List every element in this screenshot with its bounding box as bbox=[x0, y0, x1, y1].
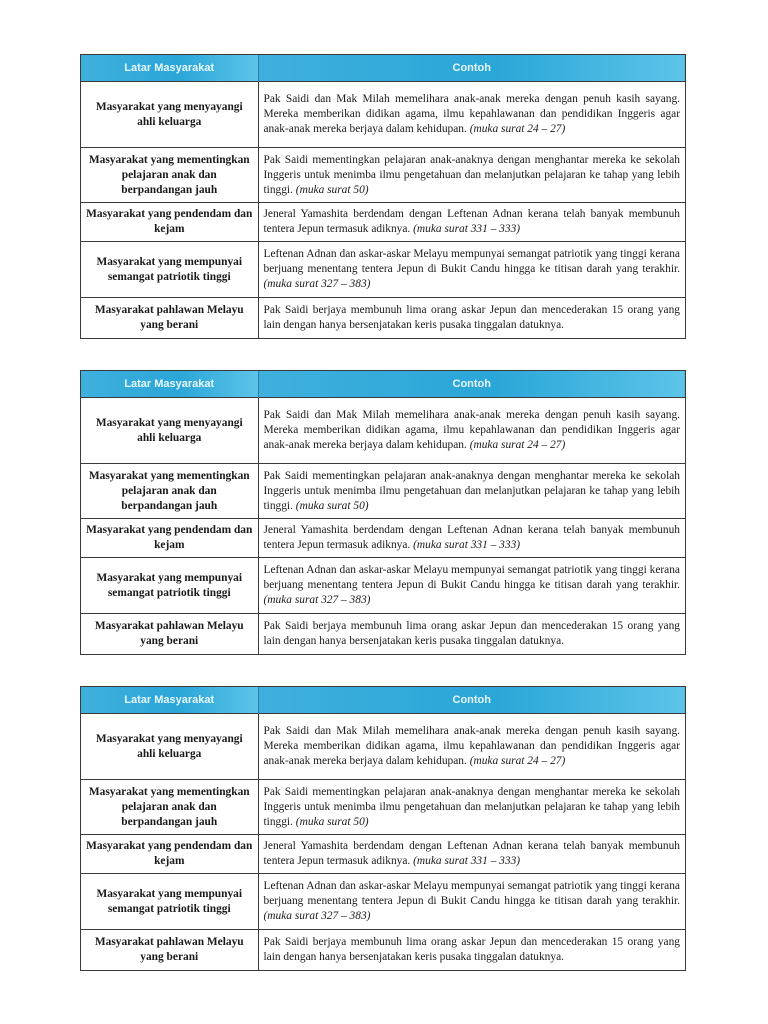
table-row bbox=[81, 203, 685, 242]
example-text: Leftenan Adnan dan askar-askar Melayu mempunyai semangat patriotik yang tinggi kerana berjuang menentang tentera Jepun di Bukit Candu hingga ke titisan darah yang terakhir. bbox=[263, 564, 680, 591]
row-example bbox=[258, 614, 685, 654]
row-example bbox=[258, 148, 685, 203]
page-reference: (muka surat 24 – 27) bbox=[469, 439, 566, 451]
page-reference: (muka surat 50) bbox=[295, 815, 369, 828]
header-latar-masyarakat: Latar Masyarakat bbox=[81, 371, 258, 398]
page-reference: (muka surat 327 – 383) bbox=[263, 594, 371, 606]
header-latar-masyarakat: Latar Masyarakat bbox=[81, 687, 258, 714]
table-3 bbox=[80, 686, 686, 971]
example-text: Pak Saidi mementingkan pelajaran anak-anaknya dengan menghantar mereka ke sekolah Inggeris untuk menimba ilmu pengetahuan dan melanjutkan pelajaran ke tahap yang lebih tinggi. bbox=[263, 785, 680, 828]
example-text: Leftenan Adnan dan askar-askar Melayu mempunyai semangat patriotik yang tinggi kerana berjuang menentang tentera Jepun di Bukit Candu hingga ke titisan darah yang terakhir. bbox=[263, 248, 680, 275]
example-text: Pak Saidi mementingkan pelajaran anak-anaknya dengan menghantar mereka ke sekolah Inggeris untuk menimba ilmu pengetahuan dan melanjutkan pelajaran ke tahap yang lebih tinggi. bbox=[263, 469, 680, 512]
table-row bbox=[81, 519, 685, 558]
table-row bbox=[81, 242, 685, 298]
row-category: Masyarakat pahlawan Melayu yang berani bbox=[81, 930, 258, 970]
table-row bbox=[81, 398, 685, 464]
table-row bbox=[81, 558, 685, 614]
example-text: Pak Saidi dan Mak Milah memelihara anak-anak mereka dengan penuh kasih sayang. Mereka memberikan didikan agama, ilmu kepahlawanan dan pendidikan Inggeris agar anak-anak mereka berjaya dalam kehidupan. bbox=[263, 93, 680, 135]
header-contoh: Contoh bbox=[258, 371, 685, 398]
page-reference: (muka surat 24 – 27) bbox=[469, 755, 566, 767]
table-row bbox=[81, 148, 685, 203]
row-example bbox=[258, 780, 685, 835]
row-example bbox=[258, 298, 685, 338]
row-category: Masyarakat yang mempunyai semangat patriotik tinggi bbox=[81, 558, 258, 614]
example-text: Pak Saidi berjaya membunuh lima orang askar Jepun dan mencederakan 15 orang yang lain dengan hanya bersenjatakan keris pusaka tinggalan datuknya. bbox=[263, 935, 680, 963]
page-reference: (muka surat 24 – 27) bbox=[469, 123, 566, 135]
header-row bbox=[81, 55, 685, 82]
table-row bbox=[81, 780, 685, 835]
header-contoh: Contoh bbox=[258, 687, 685, 714]
row-example bbox=[258, 874, 685, 930]
row-category: Masyarakat yang pendendam dan kejam bbox=[81, 203, 258, 242]
header-row bbox=[81, 687, 685, 714]
row-category: Masyarakat yang menyayangi ahli keluarga bbox=[81, 398, 258, 464]
table-row bbox=[81, 835, 685, 874]
row-example bbox=[258, 464, 685, 519]
example-text: Pak Saidi mementingkan pelajaran anak-anaknya dengan menghantar mereka ke sekolah Inggeris untuk menimba ilmu pengetahuan dan melanjutkan pelajaran ke tahap yang lebih tinggi. bbox=[263, 153, 680, 196]
page-reference: (muka surat 50) bbox=[295, 499, 369, 512]
row-example bbox=[258, 714, 685, 780]
table-row bbox=[81, 298, 685, 338]
page-reference: (muka surat 331 – 333) bbox=[413, 223, 521, 235]
table-row bbox=[81, 930, 685, 970]
row-example bbox=[258, 930, 685, 970]
row-example bbox=[258, 242, 685, 298]
page-reference: (muka surat 331 – 333) bbox=[413, 539, 521, 551]
row-category: Masyarakat yang menyayangi ahli keluarga bbox=[81, 82, 258, 148]
page-reference: (muka surat 50) bbox=[295, 183, 369, 196]
example-text: Leftenan Adnan dan askar-askar Melayu mempunyai semangat patriotik yang tinggi kerana berjuang menentang tentera Jepun di Bukit Candu hingga ke titisan darah yang terakhir. bbox=[263, 880, 680, 907]
row-category: Masyarakat yang pendendam dan kejam bbox=[81, 835, 258, 874]
page-reference: (muka surat 327 – 383) bbox=[263, 278, 371, 290]
table-row bbox=[81, 614, 685, 654]
example-text: Jeneral Yamashita berdendam dengan Leftenan Adnan kerana telah banyak membunuh tentera Jepun termasuk adiknya. bbox=[263, 840, 680, 867]
header-latar-masyarakat: Latar Masyarakat bbox=[81, 55, 258, 82]
example-text: Pak Saidi dan Mak Milah memelihara anak-anak mereka dengan penuh kasih sayang. Mereka memberikan didikan agama, ilmu kepahlawanan dan pendidikan Inggeris agar anak-anak mereka berjaya dalam kehidupan. bbox=[263, 725, 680, 767]
row-category: Masyarakat yang mempunyai semangat patriotik tinggi bbox=[81, 874, 258, 930]
row-example bbox=[258, 835, 685, 874]
row-example bbox=[258, 398, 685, 464]
row-category: Masyarakat yang mementingkan pelajaran anak dan berpandangan jauh bbox=[81, 780, 258, 835]
header-row bbox=[81, 371, 685, 398]
row-category: Masyarakat pahlawan Melayu yang berani bbox=[81, 298, 258, 338]
row-category: Masyarakat yang menyayangi ahli keluarga bbox=[81, 714, 258, 780]
example-text: Pak Saidi berjaya membunuh lima orang askar Jepun dan mencederakan 15 orang yang lain dengan hanya bersenjatakan keris pusaka tinggalan datuknya. bbox=[263, 303, 680, 331]
header-contoh: Contoh bbox=[258, 55, 685, 82]
row-example bbox=[258, 558, 685, 614]
table-2 bbox=[80, 370, 686, 655]
table-row bbox=[81, 714, 685, 780]
table-row bbox=[81, 874, 685, 930]
row-category: Masyarakat yang mementingkan pelajaran anak dan berpandangan jauh bbox=[81, 148, 258, 203]
row-example bbox=[258, 203, 685, 242]
example-text: Jeneral Yamashita berdendam dengan Leftenan Adnan kerana telah banyak membunuh tentera Jepun termasuk adiknya. bbox=[263, 524, 680, 551]
row-category: Masyarakat yang pendendam dan kejam bbox=[81, 519, 258, 558]
example-text: Pak Saidi berjaya membunuh lima orang askar Jepun dan mencederakan 15 orang yang lain dengan hanya bersenjatakan keris pusaka tinggalan datuknya. bbox=[263, 619, 680, 647]
row-category: Masyarakat yang mementingkan pelajaran anak dan berpandangan jauh bbox=[81, 464, 258, 519]
example-text: Jeneral Yamashita berdendam dengan Leftenan Adnan kerana telah banyak membunuh tentera Jepun termasuk adiknya. bbox=[263, 208, 680, 235]
table-1 bbox=[80, 54, 686, 339]
row-example bbox=[258, 82, 685, 148]
row-category: Masyarakat pahlawan Melayu yang berani bbox=[81, 614, 258, 654]
row-category: Masyarakat yang mempunyai semangat patriotik tinggi bbox=[81, 242, 258, 298]
row-example bbox=[258, 519, 685, 558]
page-reference: (muka surat 331 – 333) bbox=[413, 855, 521, 867]
page-reference: (muka surat 327 – 383) bbox=[263, 910, 371, 922]
table-row bbox=[81, 82, 685, 148]
example-text: Pak Saidi dan Mak Milah memelihara anak-anak mereka dengan penuh kasih sayang. Mereka memberikan didikan agama, ilmu kepahlawanan dan pendidikan Inggeris agar anak-anak mereka berjaya dalam kehidupan. bbox=[263, 409, 680, 451]
table-row bbox=[81, 464, 685, 519]
